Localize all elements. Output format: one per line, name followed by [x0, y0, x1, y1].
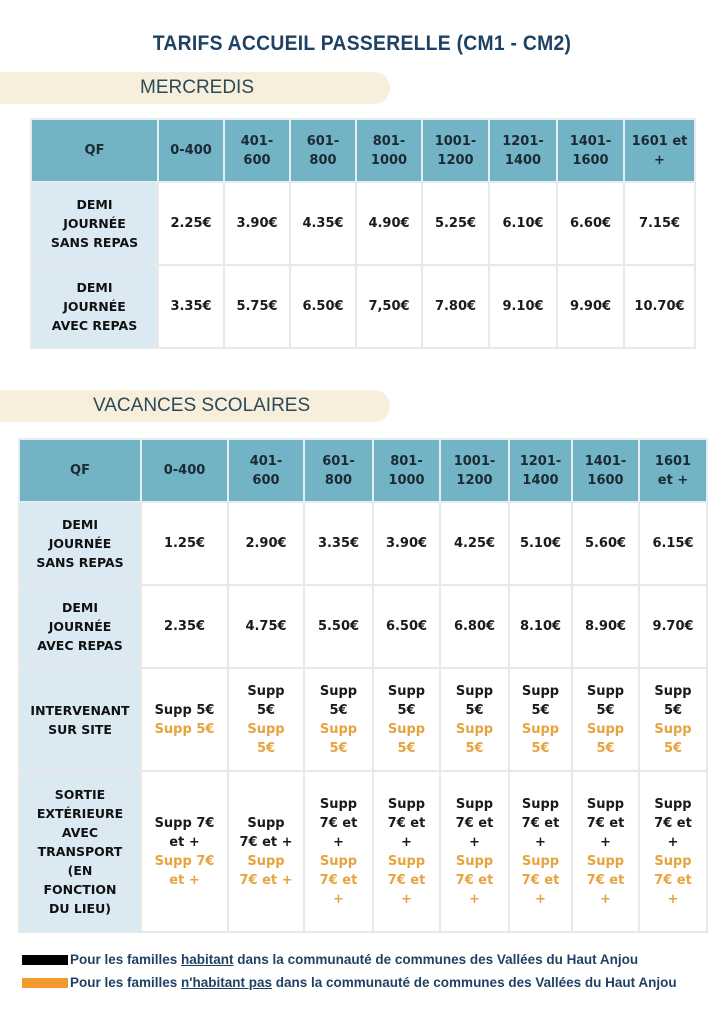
legend-underlined: n'habitant pas	[181, 975, 273, 990]
non-resident-price: Supp 7€ et +	[654, 853, 692, 907]
header-qf-bracket: 801- 1000	[356, 119, 422, 182]
price-cell: 2.90€	[228, 502, 304, 585]
price-cell: 2.25€	[158, 182, 224, 265]
table-row	[31, 182, 695, 265]
resident-price: Supp 7€ et +	[239, 815, 293, 850]
supplement-cell	[440, 771, 509, 932]
table-row	[19, 668, 707, 771]
price-cell: 6.60€	[557, 182, 624, 265]
row-label: DEMI JOURNÉE AVEC REPAS	[31, 265, 158, 348]
header-qf-bracket: 601- 800	[290, 119, 356, 182]
price-cell: 6.50€	[373, 585, 440, 668]
non-resident-price: Supp 5€	[247, 721, 285, 756]
price-cell: 9.90€	[557, 265, 624, 348]
price-cell: 8.10€	[509, 585, 572, 668]
header-qf-bracket: 801- 1000	[373, 439, 440, 502]
price-cell: 7.80€	[422, 265, 489, 348]
price-cell: 6.15€	[639, 502, 707, 585]
non-resident-price: Supp 5€	[455, 721, 494, 756]
supplement-cell	[373, 668, 440, 771]
non-resident-price: Supp 7€ et +	[239, 853, 293, 888]
supplement-cell	[639, 771, 707, 932]
header-qf-bracket: 601- 800	[304, 439, 373, 502]
legend-swatch-orange	[22, 978, 68, 988]
supplement-cell	[228, 668, 304, 771]
header-qf-bracket: 0-400	[141, 439, 228, 502]
resident-price: Supp 7€ et +	[154, 815, 215, 850]
price-cell: 6.10€	[489, 182, 557, 265]
supplement-cell	[141, 771, 228, 932]
mercredis-price-table	[30, 118, 696, 349]
non-resident-price: Supp 5€	[154, 721, 215, 737]
price-cell: 1.25€	[141, 502, 228, 585]
header-qf-bracket: 1201- 1400	[509, 439, 572, 502]
non-resident-price: Supp 5€	[521, 721, 560, 756]
price-cell: 5.50€	[304, 585, 373, 668]
price-cell: 10.70€	[624, 265, 695, 348]
row-label: DEMI JOURNÉE SANS REPAS	[19, 502, 141, 585]
legend-item-resident	[22, 951, 638, 969]
price-cell: 5.10€	[509, 502, 572, 585]
non-resident-price: Supp 5€	[319, 721, 358, 756]
price-cell: 6.80€	[440, 585, 509, 668]
resident-price: Supp 5€	[654, 683, 692, 718]
resident-price: Supp 5€	[586, 683, 625, 718]
resident-price: Supp 7€ et +	[455, 796, 494, 850]
price-cell: 3.90€	[373, 502, 440, 585]
resident-price: Supp 5€	[521, 683, 560, 718]
price-cell: 4.90€	[356, 182, 422, 265]
vacances-price-table	[18, 438, 708, 933]
price-cell: 5.60€	[572, 502, 639, 585]
supplement-cell	[440, 668, 509, 771]
supplement-cell	[509, 668, 572, 771]
price-cell: 6.50€	[290, 265, 356, 348]
section-banner-mercredis	[0, 72, 390, 104]
row-label: INTERVENANT SUR SITE	[19, 668, 141, 771]
non-resident-price: Supp 7€ et +	[455, 853, 494, 907]
legend-text: Pour les familles	[70, 975, 182, 990]
section-heading-vacances: VACANCES SCOLAIRES	[93, 395, 311, 416]
resident-price: Supp 5€	[387, 683, 426, 718]
header-qf-bracket: 1601 et +	[624, 119, 695, 182]
resident-price: Supp 7€ et +	[387, 796, 426, 850]
supplement-cell	[228, 771, 304, 932]
non-resident-price: Supp 5€	[387, 721, 426, 756]
table-row	[19, 502, 707, 585]
table-row	[31, 265, 695, 348]
header-qf-bracket: 1201- 1400	[489, 119, 557, 182]
price-cell: 3.35€	[304, 502, 373, 585]
legend-item-non-resident	[22, 974, 677, 992]
supplement-cell	[141, 668, 228, 771]
non-resident-price: Supp 7€ et +	[387, 853, 426, 907]
non-resident-price: Supp 5€	[654, 721, 692, 756]
price-cell: 7,50€	[356, 265, 422, 348]
resident-price: Supp 5€	[154, 702, 215, 718]
header-qf-bracket: 401- 600	[224, 119, 290, 182]
header-qf-bracket: 0-400	[158, 119, 224, 182]
non-resident-price: Supp 7€ et +	[154, 853, 215, 888]
resident-price: Supp 5€	[455, 683, 494, 718]
resident-price: Supp 7€ et +	[586, 796, 625, 850]
header-qf-bracket: 401- 600	[228, 439, 304, 502]
legend-underlined: habitant	[181, 952, 234, 967]
row-label: SORTIE EXTÉRIEURE AVEC TRANSPORT (EN FONCTION DU LIEU)	[19, 771, 141, 932]
supplement-cell	[639, 668, 707, 771]
price-cell: 3.90€	[224, 182, 290, 265]
supplement-cell	[572, 771, 639, 932]
page-title: TARIFS ACCUEIL PASSERELLE (CM1 - CM2)	[152, 32, 572, 55]
non-resident-price: Supp 7€ et +	[521, 853, 560, 907]
row-label: DEMI JOURNÉE AVEC REPAS	[19, 585, 141, 668]
non-resident-price: Supp 7€ et +	[319, 853, 358, 907]
price-cell: 5.75€	[224, 265, 290, 348]
resident-price: Supp 5€	[247, 683, 285, 718]
non-resident-price: Supp 5€	[586, 721, 625, 756]
price-cell: 8.90€	[572, 585, 639, 668]
table-row	[19, 585, 707, 668]
resident-price: Supp 7€ et +	[654, 796, 692, 850]
header-qf: QF	[31, 119, 158, 182]
price-cell: 4.75€	[228, 585, 304, 668]
price-cell: 3.35€	[158, 265, 224, 348]
header-qf-bracket: 1401- 1600	[557, 119, 624, 182]
price-cell: 7.15€	[624, 182, 695, 265]
price-cell: 9.70€	[639, 585, 707, 668]
supplement-cell	[572, 668, 639, 771]
price-cell: 4.35€	[290, 182, 356, 265]
header-qf-bracket: 1001- 1200	[440, 439, 509, 502]
legend-text: dans la communauté de communes des Vallées du Haut Anjou	[233, 952, 639, 967]
supplement-cell	[304, 771, 373, 932]
non-resident-price: Supp 7€ et +	[586, 853, 625, 907]
header-qf-bracket: 1001- 1200	[422, 119, 489, 182]
supplement-cell	[373, 771, 440, 932]
resident-price: Supp 7€ et +	[521, 796, 560, 850]
header-qf: QF	[19, 439, 141, 502]
resident-price: Supp 7€ et +	[319, 796, 358, 850]
price-cell: 4.25€	[440, 502, 509, 585]
legend-swatch-black	[22, 955, 68, 965]
section-heading-mercredis: MERCREDIS	[140, 77, 255, 98]
supplement-cell	[509, 771, 572, 932]
table-row	[19, 771, 707, 932]
row-label: DEMI JOURNÉE SANS REPAS	[31, 182, 158, 265]
supplement-cell	[304, 668, 373, 771]
price-cell: 9.10€	[489, 265, 557, 348]
price-cell: 2.35€	[141, 585, 228, 668]
price-cell: 5.25€	[422, 182, 489, 265]
resident-price: Supp 5€	[319, 683, 358, 718]
header-qf-bracket: 1401- 1600	[572, 439, 639, 502]
section-banner-vacances	[0, 390, 390, 422]
legend-text: dans la communauté de communes des Vallées du Haut Anjou	[272, 975, 677, 990]
legend-text: Pour les familles	[70, 952, 182, 967]
header-qf-bracket: 1601 et +	[639, 439, 707, 502]
